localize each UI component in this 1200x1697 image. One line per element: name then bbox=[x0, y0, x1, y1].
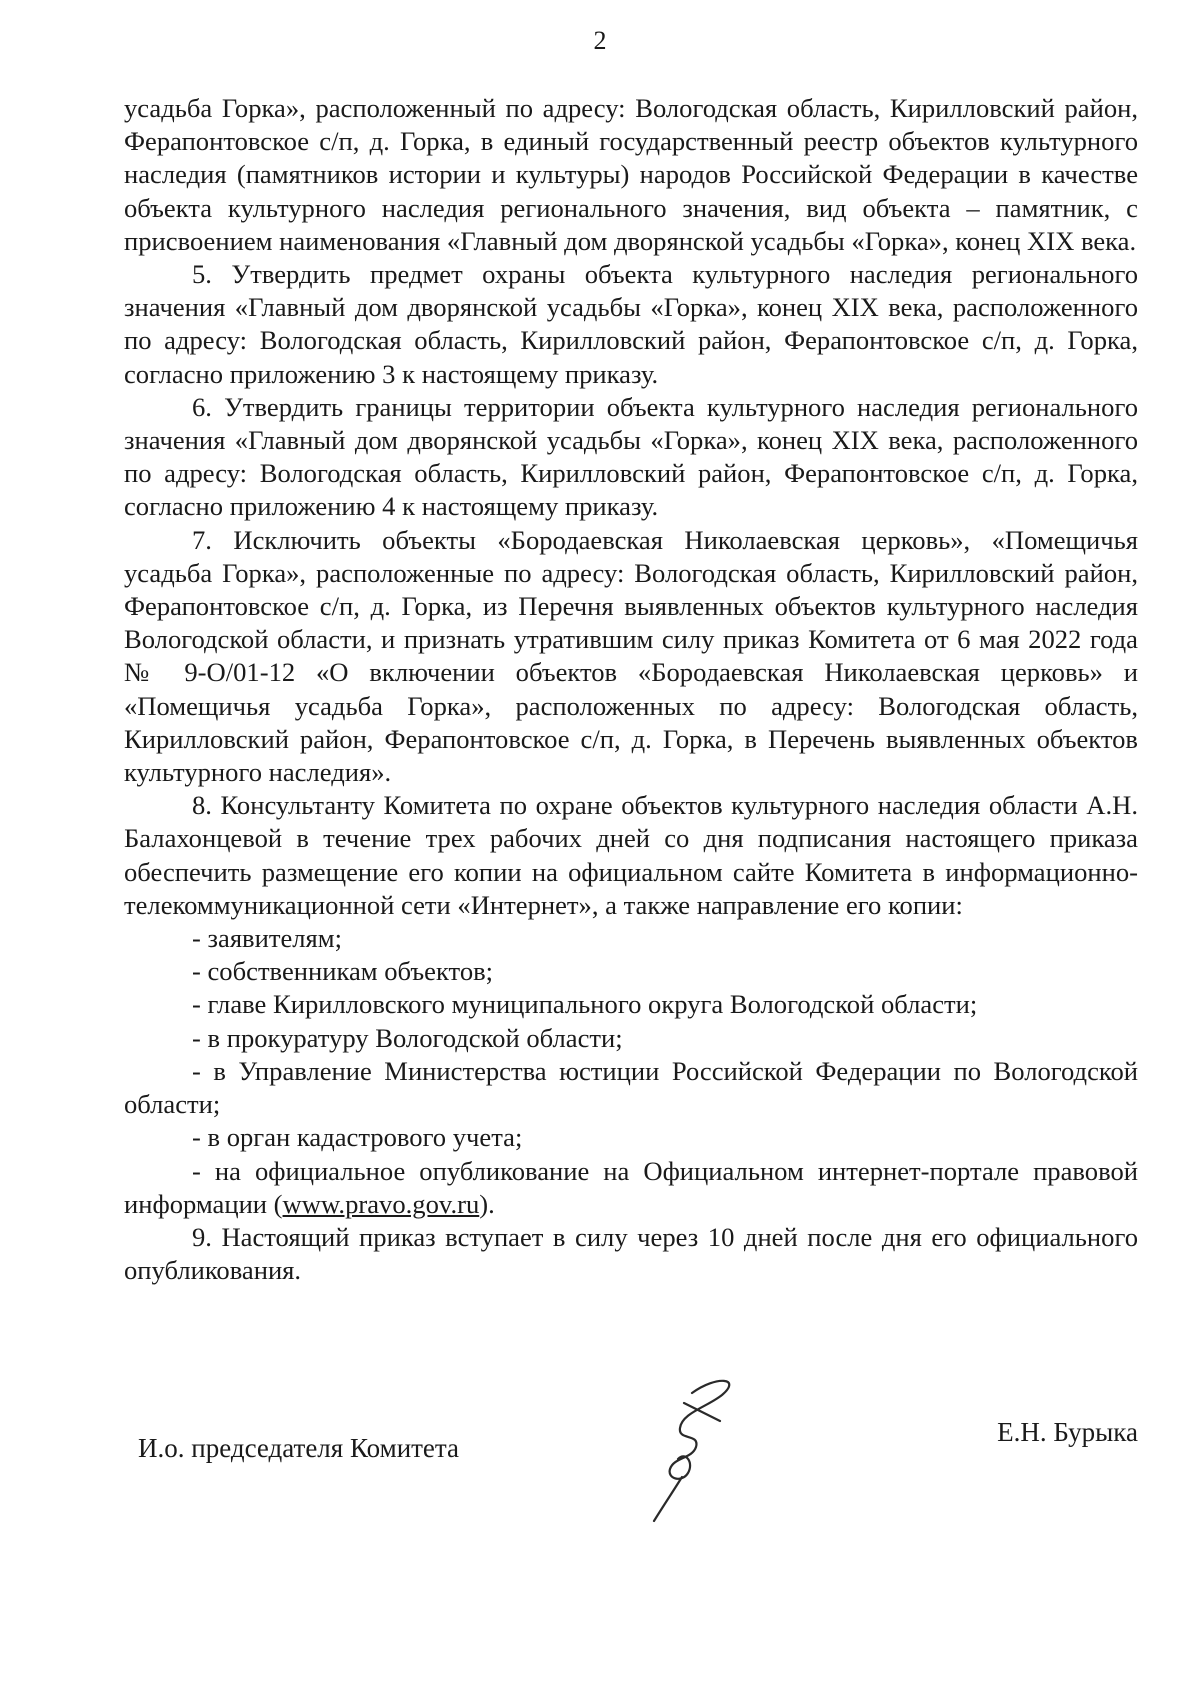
paragraph-5: 5. Утвердить предмет охраны объекта культурного наследия регионального значения «Главный дом дворянской усадьбы «Горка», конец XIX века, расположенного по адресу: Вологодская область, Кирилловский район, Ферапонтовское с/п, д. Горка, согласно приложению 3 к настоящему приказу. bbox=[124, 259, 1138, 389]
list-item-publication bbox=[124, 1155, 1138, 1221]
list-item-justice-ministry: - в Управление Министерства юстиции Российской Федерации по Вологодской области; bbox=[124, 1055, 1138, 1120]
list-item-owners: - собственникам объектов; bbox=[192, 956, 494, 987]
paragraph-continuation: усадьба Горка», расположенный по адресу: Вологодская область, Кирилловский район, Ферапонтовское с/п, д. Горка, в единый государственный реестр объектов культурного наследия (памятников истории и культуры) народов Российской Федерации в качестве объекта культурного наследия регионального значения, вид объекта – памятник, с присвоением наименования «Главный дом дворянской усадьбы «Горка», конец XIX века. bbox=[124, 93, 1138, 256]
publication-text-suffix: ). bbox=[479, 1188, 495, 1219]
signatory-name: Е.Н. Бурыка bbox=[997, 1417, 1138, 1447]
list-item-cadastral: - в орган кадастрового учета; bbox=[192, 1122, 523, 1153]
list-item-district-head: - главе Кирилловского муниципального округа Вологодской области; bbox=[192, 989, 978, 1020]
paragraph-7: 7. Исключить объекты «Бородаевская Николаевская церковь», «Помещичья усадьба Горка», расположенные по адресу: Вологодская область, Кирилловский район, Ферапонтовское с/п, д. Горка, из Перечня выявленных объектов культурного наследия Вологодской области, и признать утратившим силу приказ Комитета от 6 мая 2022 года № 9-О/01-12 «О включении объектов «Бородаевская Николаевская церковь» и «Помещичья усадьба Горка», расположенных по адресу: Вологодская область, Кирилловский район, Ферапонтовское с/п, д. Горка, в Перечень выявленных объектов культурного наследия». bbox=[124, 524, 1138, 788]
list-item-prosecutor: - в прокуратуру Вологодской области; bbox=[192, 1022, 623, 1053]
publication-text-prefix: - на официальное опубликование на Официальном интернет-портале правовой информации ( bbox=[124, 1155, 1138, 1219]
paragraph-6: 6. Утвердить границы территории объекта культурного наследия регионального значения «Главный дом дворянской усадьбы «Горка», конец XIX века, расположенного по адресу: Вологодская область, Кирилловский район, Ферапонтовское с/п, д. Горка, согласно приложению 4 к настоящему приказу. bbox=[124, 391, 1138, 522]
signatory-position: И.о. председателя Комитета bbox=[138, 1433, 460, 1463]
paragraph-8: 8. Консультанту Комитета по охране объектов культурного наследия области А.Н. Балахонцевой в течение трех рабочих дней со дня подписания настоящего приказа обеспечить размещение его копии на официальном сайте Комитета в информационно-телекоммуникационной сети «Интернет», а также направление его копии: bbox=[124, 790, 1138, 920]
signature-block bbox=[124, 1395, 1138, 1515]
document-body bbox=[124, 92, 1138, 1287]
paragraph-9: 9. Настоящий приказ вступает в силу через 10 дней после дня его официального опубликования. bbox=[124, 1221, 1138, 1286]
list-item-applicants: - заявителям; bbox=[192, 923, 342, 954]
page-number: 2 bbox=[593, 26, 607, 55]
handwritten-signature-icon bbox=[622, 1373, 782, 1523]
pravo-link[interactable]: www.pravo.gov.ru bbox=[282, 1188, 480, 1219]
